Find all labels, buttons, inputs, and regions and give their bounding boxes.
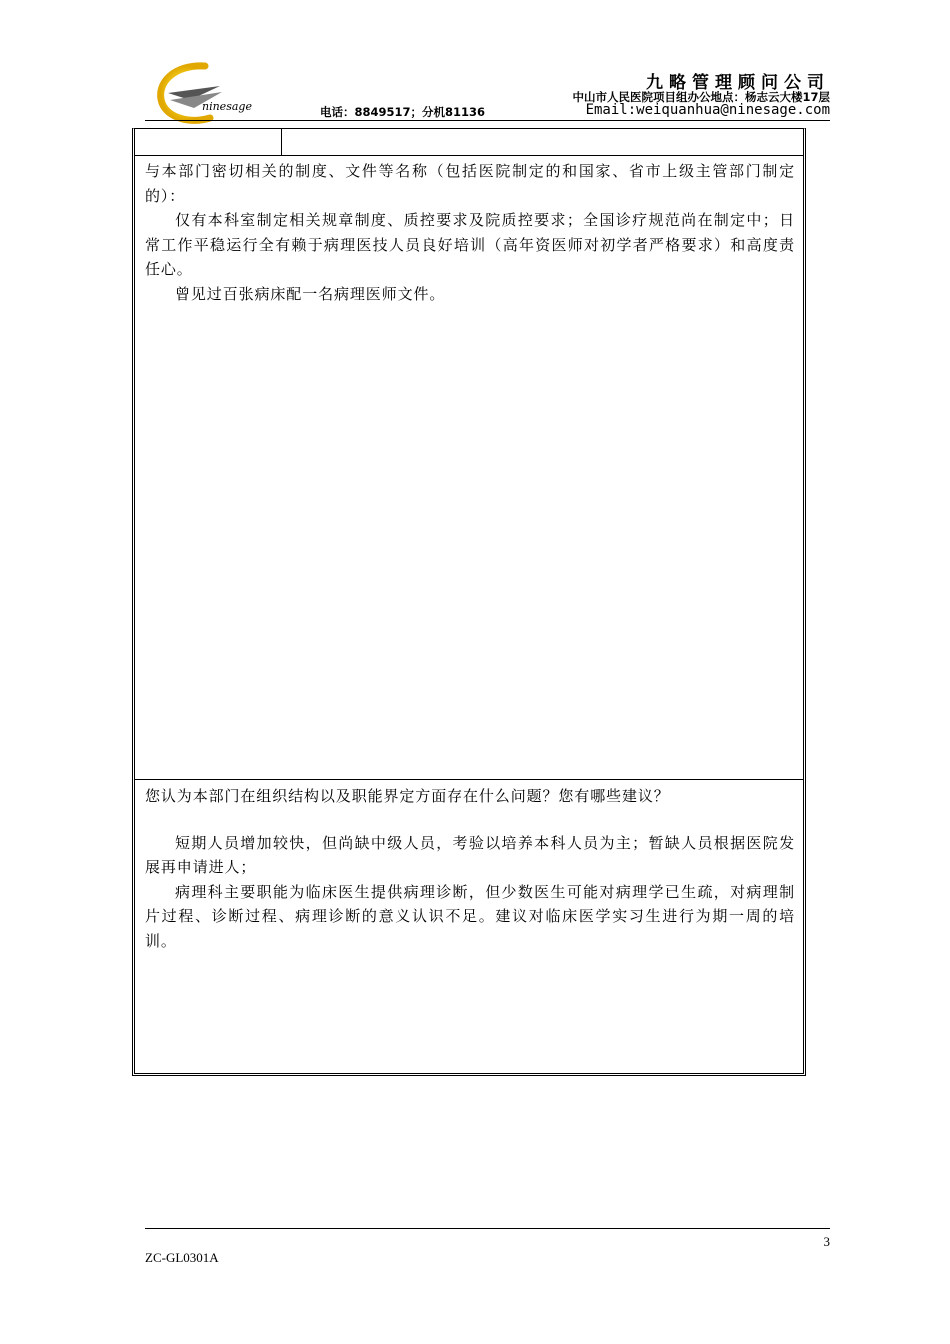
email-address: Email:weiquanhua@ninesage.com: [585, 102, 830, 118]
logo-text: ninesage: [202, 100, 252, 113]
section1-answer-1: 仅有本科室制定相关规章制度、质控要求及院质控要求；全国诊疗规范尚在制定中；日常工作平稳运行全有赖于病理医技人员良好培训（高年资医师对初学者严格要求）和高度责任心。: [145, 211, 795, 278]
column-divider: [281, 129, 282, 155]
organization-issues-section: [135, 780, 803, 1073]
phone-number: 电话：8849517；分机81136: [320, 105, 486, 119]
footer-divider: [145, 1228, 830, 1229]
related-documents-section: [135, 155, 803, 780]
section1-question: 与本部门密切相关的制度、文件等名称（包括医院制定的和国家、省市上级主管部门制定的）：: [145, 162, 795, 205]
survey-form: [132, 128, 806, 1076]
section1-answer-2: 曾见过百张病床配一名病理医师文件。: [175, 284, 446, 303]
page-number: 3: [823, 1234, 830, 1249]
header-divider: [145, 120, 830, 121]
company-logo: [150, 58, 270, 128]
section2-question: 您认为本部门在组织结构以及职能界定方面存在什么问题？您有哪些建议？: [145, 787, 670, 805]
section2-answer-1: 短期人员增加较快，但尚缺中级人员，考验以培养本科人员为主；暂缺人员根据医院发展再申请进人；: [145, 833, 795, 876]
company-name: 九略管理顾问公司: [646, 73, 830, 93]
section2-answer-2: 病理科主要职能为临床医生提供病理诊断，但少数医生可能对病理学已生疏，对病理制片过程、诊断过程、病理诊断的意义认识不足。建议对临床医学实习生进行为期一周的培训。: [145, 882, 795, 950]
document-code: ZC-GL0301A: [145, 1250, 219, 1265]
office-address: 中山市人民医院项目组办公地点：杨志云大楼17层: [572, 90, 830, 104]
form-top-row: [135, 129, 803, 156]
